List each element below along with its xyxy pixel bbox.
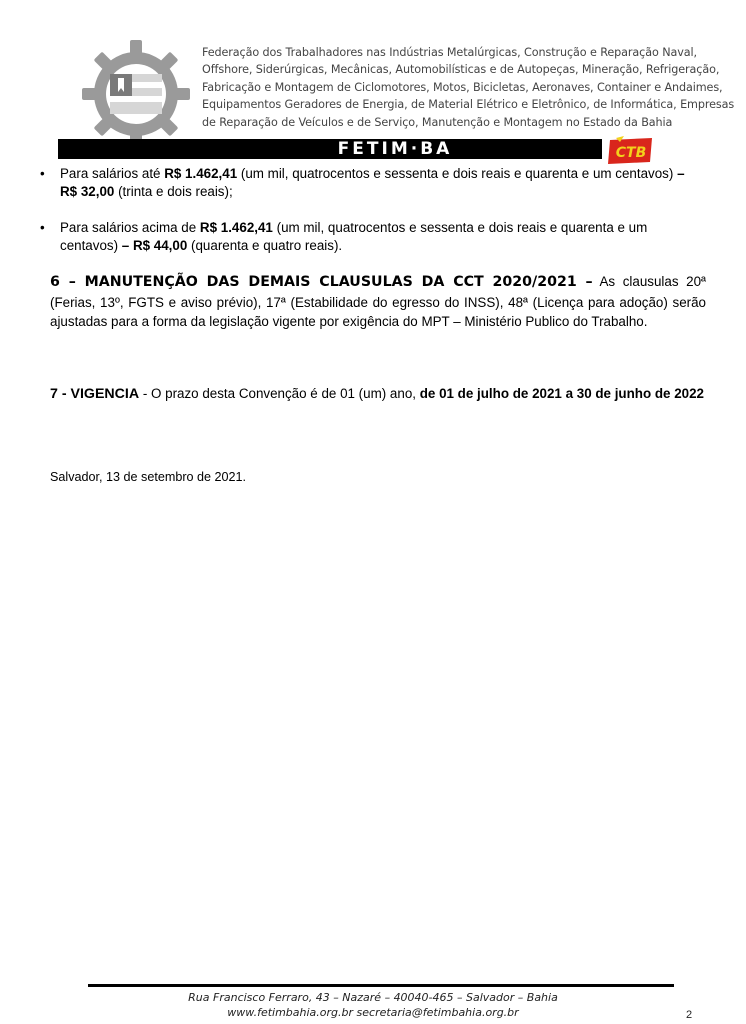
bullet-text [60,219,705,254]
bullet-text [60,165,705,200]
footer [0,990,746,1020]
text-run: Para salários acima de [60,220,200,235]
section-6 [50,272,706,332]
org-line: Fabricação e Montagem de Ciclomotores, Motos, Bicicletas, Aeronaves, Container e Andaimes, [202,80,723,94]
bullet-marker: • [40,166,45,181]
ctb-logo-text: CTB [615,145,647,161]
text-run: (um mil, quatrocentos e sessenta e dois reais e quarenta e um centavos) [237,166,678,181]
section-6-text: As clausulas 20ª (Ferias, 13º, FGTS e aviso prévio), 17ª (Estabilidade do egresso do INSS), 48ª (Licença para adoção) serão ajustadas para a forma da legislação vigente por exigência do MPT – Ministério Publico do Trabalho. [50,274,706,330]
text-run: (trinta e dois reais); [114,183,233,199]
section-7 [50,384,706,405]
contribution-amount: – R$ 32,00 [60,166,685,199]
organization-description [202,44,735,131]
fetim-title: FETIM·BA [337,139,453,159]
text-run: Para salários até [60,166,165,181]
contribution-amount: – R$ 44,00 [121,237,188,253]
section-6-heading: 6 – MANUTENÇÃO DAS DEMAIS CLAUSULAS DA CCT 2020/2021 – [50,274,593,290]
fetim-title-bar [58,139,602,159]
ctb-logo [606,136,656,166]
bullet-item [40,219,705,254]
bullet-item [40,165,705,200]
salary-threshold: R$ 1.462,41 [164,166,238,181]
org-line: Federação dos Trabalhadores nas Indústrias Metalúrgicas, Construção e Reparação Naval, [202,46,697,59]
footer-address: Rua Francisco Ferraro, 43 – Nazaré – 40040-465 – Salvador – Bahia [188,991,558,1004]
bullet-marker: • [40,220,45,235]
org-line: Offshore, Siderúrgicas, Mecânicas, Automobilísticas e de Autopeças, Mineração, Refrigeração, [202,63,720,77]
page-number: 2 [686,1009,693,1021]
text-run: (quarenta e quatro reais). [187,237,343,253]
footer-contact: www.fetimbahia.org.br secretaria@fetimbahia.org.br [227,1006,519,1019]
section-7-text: - O prazo desta Convenção é de 01 (um) ano, [139,386,420,401]
org-line: de Reparação de Veículos e de Serviço, Manutenção e Montagem no Estado da Bahia [202,115,673,129]
text-run: (um mil, quatrocentos e sessenta e dois reais e quarenta e um centavos) [60,220,648,253]
salary-threshold: R$ 1.462,41 [199,220,273,235]
fetim-gear-logo [80,38,192,150]
date-line: Salvador, 13 de setembro de 2021. [50,470,247,484]
section-7-period: de 01 de julho de 2021 a 30 de junho de 2022 [419,386,705,401]
section-7-heading: 7 - VIGENCIA [50,386,140,402]
org-line: Equipamentos Geradores de Energia, de Material Elétrico e Eletrônico, de Informática, Empresas [202,98,735,112]
footer-divider [88,984,674,987]
